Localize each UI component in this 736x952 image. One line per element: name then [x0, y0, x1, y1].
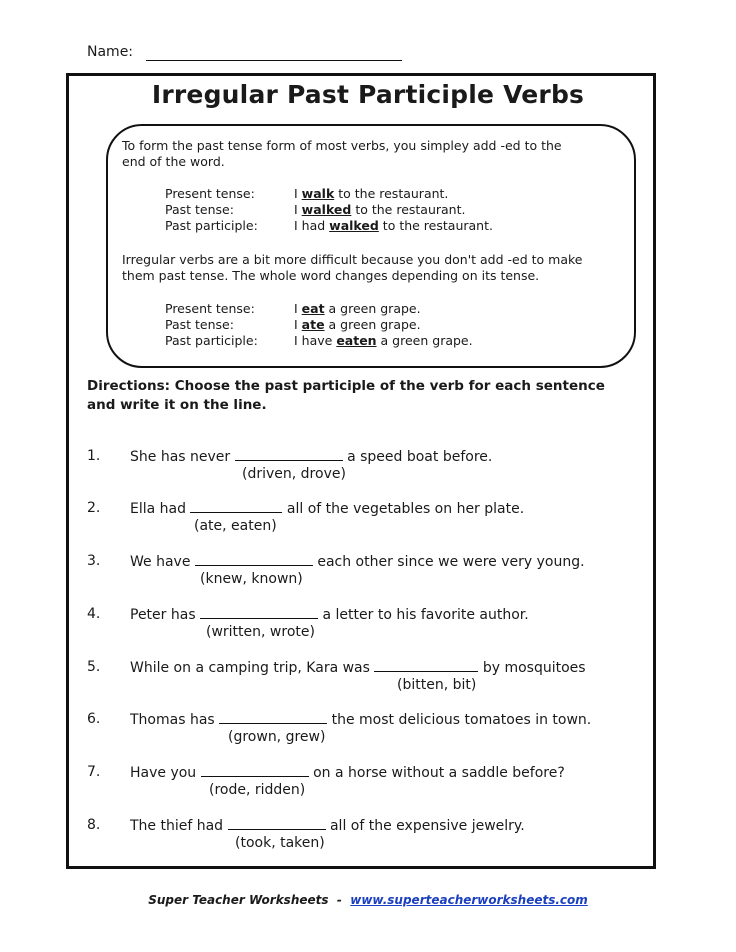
question-sentence: She has never a speed boat before. — [130, 449, 493, 465]
question-sentence: The thief had all of the expensive jewelry. — [130, 818, 525, 834]
answer-blank[interactable] — [195, 553, 313, 566]
question-number: 2. — [87, 500, 101, 516]
answer-blank[interactable] — [374, 659, 478, 672]
example-label: Present tense: — [165, 186, 255, 201]
answer-blank[interactable] — [235, 448, 343, 461]
answer-options: (ate, eaten) — [194, 518, 277, 534]
intro-line-1: To form the past tense form of most verbs, you simpley add -ed to the — [122, 138, 562, 153]
answer-blank[interactable] — [228, 817, 326, 830]
directions: Directions: Choose the past participle of the verb for each sentence and write it on the line. — [87, 378, 605, 413]
question-number: 8. — [87, 817, 101, 833]
answer-options: (bitten, bit) — [397, 677, 477, 693]
example-verb: eaten — [336, 333, 377, 348]
example-verb: walked — [301, 202, 352, 217]
question-sentence: Peter has a letter to his favorite author. — [130, 607, 529, 623]
example-sentence: I had walked to the restaurant. — [294, 218, 493, 233]
example-label: Present tense: — [165, 301, 255, 316]
question-sentence: We have each other since we were very young. — [130, 554, 585, 570]
example-sentence: I ate a green grape. — [294, 317, 421, 332]
question-sentence: Thomas has the most delicious tomatoes in town. — [130, 712, 592, 728]
name-label: Name: — [87, 44, 134, 60]
answer-options: (knew, known) — [200, 571, 303, 587]
question-number: 5. — [87, 659, 101, 675]
example-verb: walk — [301, 186, 335, 201]
example-sentence: I have eaten a green grape. — [294, 333, 473, 348]
question-number: 3. — [87, 553, 101, 569]
answer-blank[interactable] — [201, 764, 309, 777]
example-label: Past tense: — [165, 202, 234, 217]
intro-line-2: end of the word. — [122, 154, 225, 169]
answer-options: (written, wrote) — [206, 624, 315, 640]
answer-options: (rode, ridden) — [209, 782, 306, 798]
answer-blank[interactable] — [190, 500, 282, 513]
example-label: Past participle: — [165, 218, 258, 233]
intro-line-3: Irregular verbs are a bit more difficult because you don't add -ed to make — [122, 252, 583, 267]
example-verb: ate — [301, 317, 325, 332]
name-field[interactable] — [146, 60, 402, 61]
answer-options: (took, taken) — [235, 835, 325, 851]
example-sentence: I eat a green grape. — [294, 301, 421, 316]
question-sentence: Have you on a horse without a saddle before? — [130, 765, 565, 781]
answer-blank[interactable] — [200, 606, 318, 619]
example-label: Past tense: — [165, 317, 234, 332]
example-verb: eat — [301, 301, 325, 316]
footer: Super Teacher Worksheets - www.superteacherworksheets.com — [148, 893, 588, 907]
question-number: 6. — [87, 711, 101, 727]
example-label: Past participle: — [165, 333, 258, 348]
intro-line-4: them past tense. The whole word changes depending on its tense. — [122, 268, 540, 283]
example-verb: walked — [329, 218, 379, 233]
example-sentence: I walk to the restaurant. — [294, 186, 449, 201]
question-number: 1. — [87, 448, 101, 464]
answer-options: (grown, grew) — [228, 729, 326, 745]
example-sentence: I walked to the restaurant. — [294, 202, 466, 217]
question-sentence: Ella had all of the vegetables on her plate. — [130, 501, 525, 517]
footer-brand: Super Teacher Worksheets — [148, 893, 329, 907]
answer-options: (driven, drove) — [242, 466, 346, 482]
question-number: 7. — [87, 764, 101, 780]
worksheet-title: Irregular Past Participle Verbs — [151, 80, 585, 109]
footer-link[interactable]: www.superteacherworksheets.com — [350, 893, 588, 907]
question-sentence: While on a camping trip, Kara was by mosquitoes — [130, 660, 586, 676]
question-number: 4. — [87, 606, 101, 622]
answer-blank[interactable] — [219, 711, 327, 724]
